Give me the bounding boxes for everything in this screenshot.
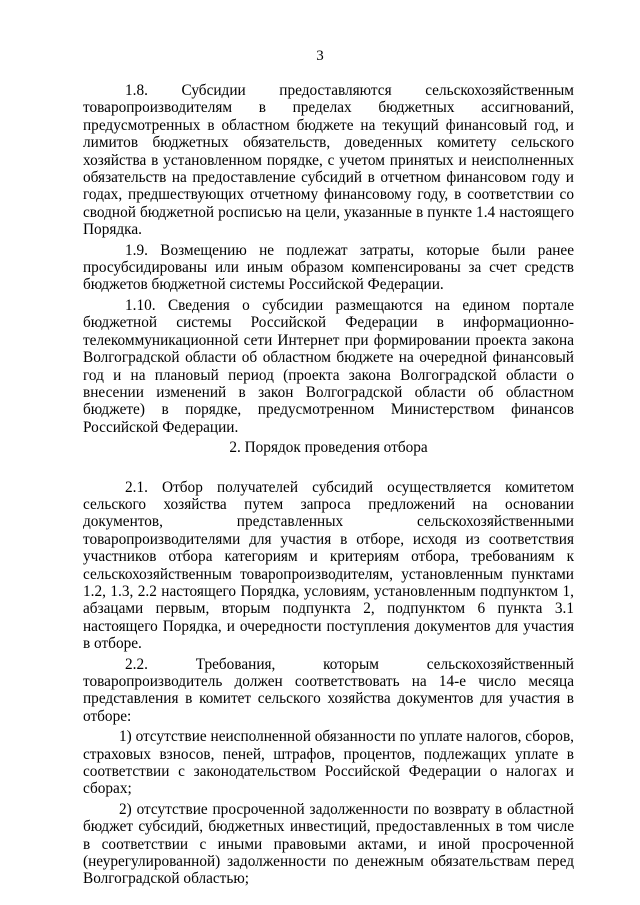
paragraph-1-10: 1.10. Сведения о субсидии размещаются на едином портале бюджетной системы Российской Федерации в информационно-телекоммуникационной сети Интернет при формировании проекта закона Волгоградской области об областном бюджете на очередной финансовый год и на плановый период (проекта закона Волгоградской области о внесении изменений в закон Волгоградской области об областном бюджете) в порядке, предусмотренном Министерством финансов Российской Федерации. <box>83 296 574 436</box>
page-number: 3 <box>316 48 324 64</box>
paragraph-2-1: 2.1. Отбор получателей субсидий осуществляется комитетом сельского хозяйства путем запроса предложений на основании документов, представленных сельскохозяйственными товаропроизводителями для участия в отборе, исходя из соответствия участников отбора категориям и критериям отбора, требованиям к сельскохозяйственным товаропроизводителям, установленным пунктами 1.2, 1.3, 2.2 настоящего Порядка, условиям, установленным подпунктом 1, абзацами первым, вторым подпункта 2, подпунктом 6 пункта 3.1 настоящего Порядка, и очередности поступления документов для участия в отборе. <box>83 478 574 653</box>
paragraph-2-2: 2.2. Требования, которым сельскохозяйственный товаропроизводитель должен соответствовать на 14-е число месяца представления в комитет сельского хозяйства документов для участия в отборе: <box>83 655 574 725</box>
paragraph-1-9: 1.9. Возмещению не подлежат затраты, которые были ранее просубсидированы или иным образом компенсированы за счет средств бюджетов бюджетной системы Российской Федерации. <box>83 241 574 294</box>
document-body <box>83 82 574 888</box>
section-heading: 2. Порядок проведения отбора <box>229 439 428 457</box>
list-item-2: 2) отсутствие просроченной задолженности по возврату в областной бюджет субсидий, бюджетных инвестиций, предоставленных в том числе в соответствии с иными правовыми актами, и иной просроченной (неурегулированной) задолженности по денежным обязательствам перед Волгоградской областью; <box>83 800 574 888</box>
list-item-1: 1) отсутствие неисполненной обязанности по уплате налогов, сборов, страховых взносов, пеней, штрафов, процентов, подлежащих уплате в соответствии с законодательством Российской Федерации о налогах и сборах; <box>83 728 574 798</box>
paragraph-1-8: 1.8. Субсидии предоставляются сельскохозяйственным товаропроизводителям в пределах бюджетных ассигнований, предусмотренных в областном бюджете на текущий финансовый год, и лимитов бюджетных обязательств, доведенных комитету сельского хозяйства в установленном порядке, с учетом принятых и неисполненных обязательств на предоставление субсидий в отчетном финансовом году и годах, предшествующих отчетному финансовому году, в соответствии со сводной бюджетной росписью на цели, указанные в пункте 1.4 настоящего Порядка. <box>83 82 574 239</box>
